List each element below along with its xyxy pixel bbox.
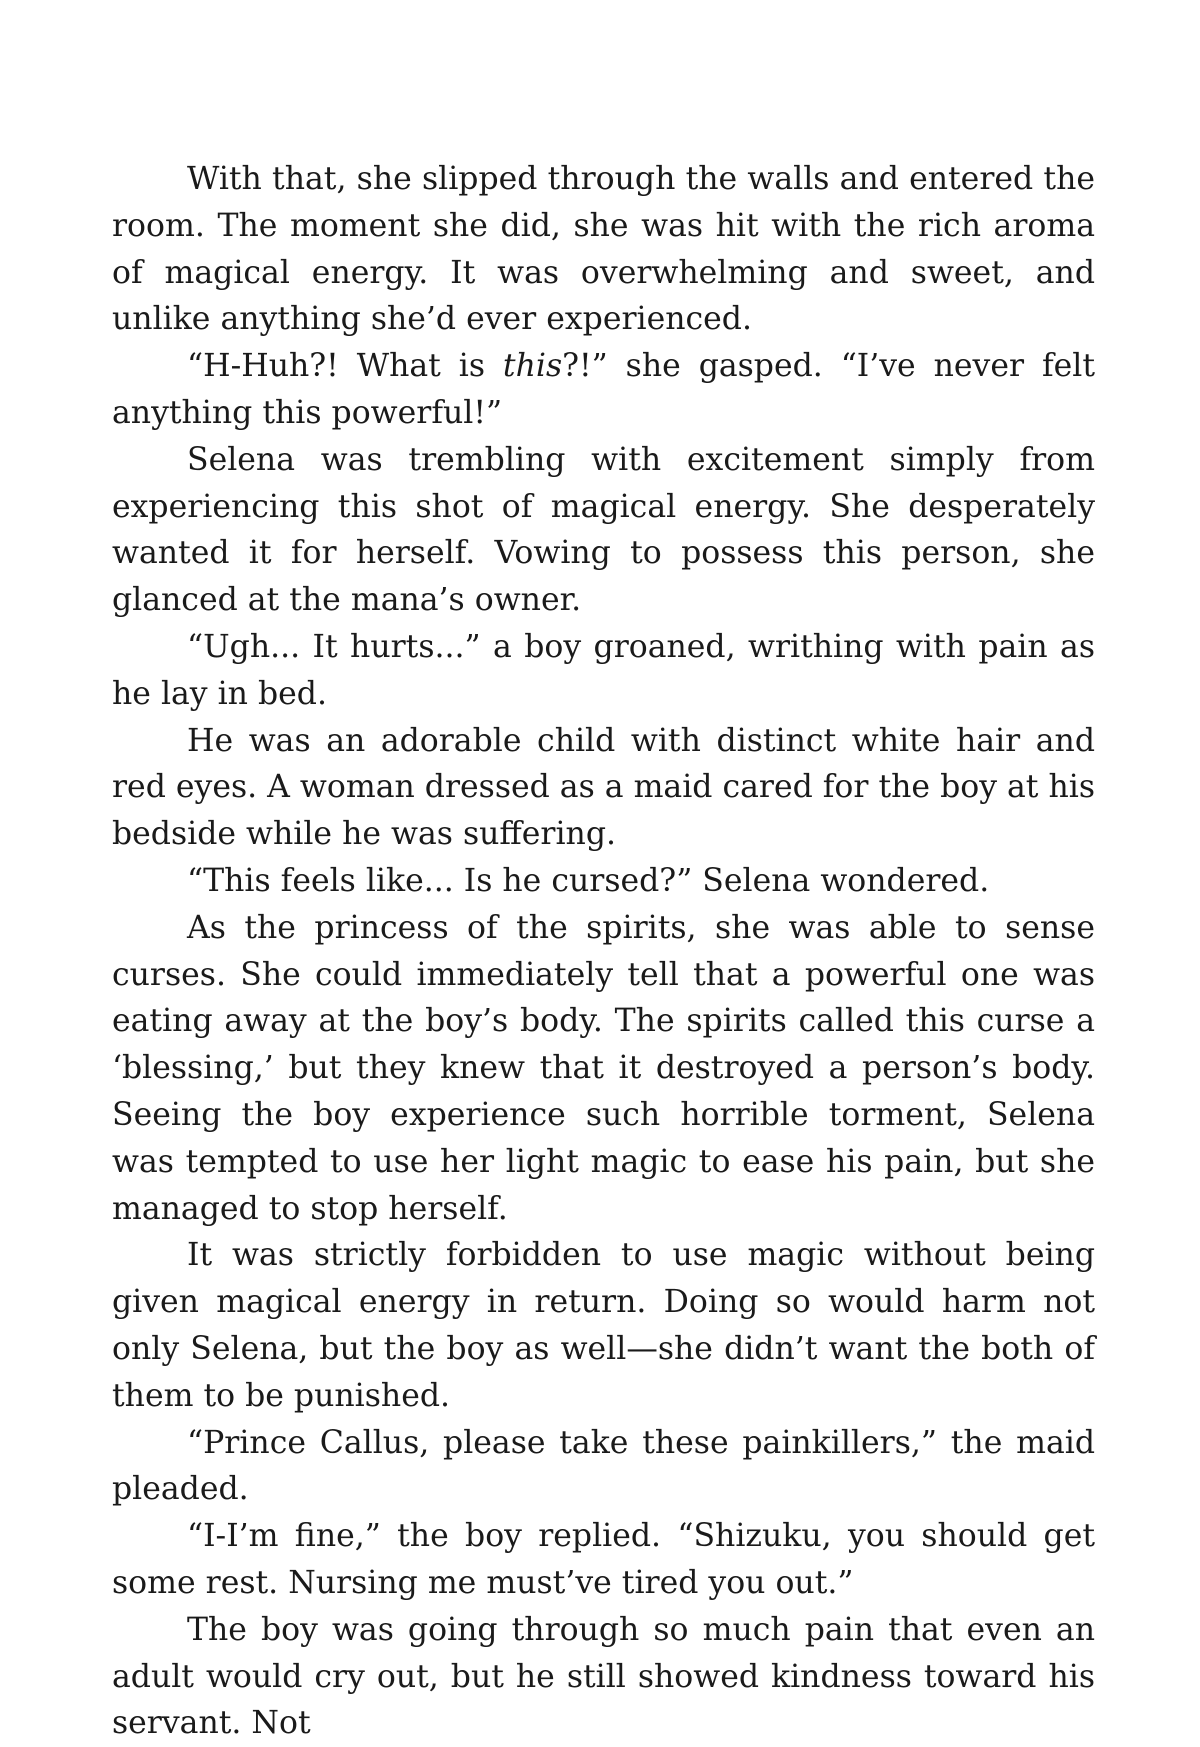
text-run: Selena was trembling with excitement simply from experiencing this shot of magical energy. She desperately wanted it for herself. Vowing to possess this person, she glanced at the mana’s owner. <box>112 441 1095 619</box>
text-run: It was strictly forbidden to use magic without being given magical energy in return. Doing so would harm not only Selena, but the boy as well—she didn’t want the both of them to be punished. <box>112 1237 1095 1414</box>
text-run: The boy was going through so much pain that even an adult would cry out, but he still showed kindness toward his servant. Not <box>112 1611 1095 1742</box>
paragraph <box>112 905 1095 1233</box>
paragraph <box>112 1232 1095 1419</box>
paragraph <box>112 343 1095 437</box>
text-run: ?!” she gasped. “I’ve never felt anything this powerful!” <box>112 348 1095 431</box>
text-run: “Ugh... It hurts...” a boy groaned, writhing with pain as he lay in bed. <box>112 628 1095 712</box>
body-text <box>112 156 1095 1747</box>
paragraph <box>112 718 1095 858</box>
paragraph <box>112 624 1095 718</box>
paragraph <box>112 1420 1095 1514</box>
paragraph <box>112 1607 1095 1747</box>
italic-text: this <box>502 348 563 385</box>
text-run: With that, she slipped through the walls and entered the room. The moment she did, she was hit with the rich aroma of magical energy. It was overwhelming and sweet, and unlike anything she’d ever experienced. <box>112 161 1095 338</box>
text-run: He was an adorable child with distinct white hair and red eyes. A woman dressed as a maid cared for the boy at his bedside while he was suffering. <box>112 722 1095 853</box>
paragraph <box>112 437 1095 624</box>
text-run: “I-I’m fine,” the boy replied. “Shizuku, you should get some rest. Nursing me must’ve tired you out.” <box>112 1518 1095 1601</box>
paragraph <box>112 1513 1095 1607</box>
text-run: “This feels like... Is he cursed?” Selena wondered. <box>187 862 990 899</box>
text-run: “H-Huh?! What is <box>187 348 503 385</box>
paragraph <box>112 156 1095 343</box>
paragraph <box>112 858 1095 905</box>
text-run: “Prince Callus, please take these painkillers,” the maid pleaded. <box>112 1424 1095 1508</box>
text-run: As the princess of the spirits, she was able to sense curses. She could immediately tell that a powerful one was eating away at the boy’s body. The spirits called this curse a ‘blessing,’ but they knew that it destroyed a person’s body. Seeing the boy experience such horrible torment, Selena was tempted to use her light magic to ease his pain, but she managed to stop herself. <box>112 909 1095 1227</box>
